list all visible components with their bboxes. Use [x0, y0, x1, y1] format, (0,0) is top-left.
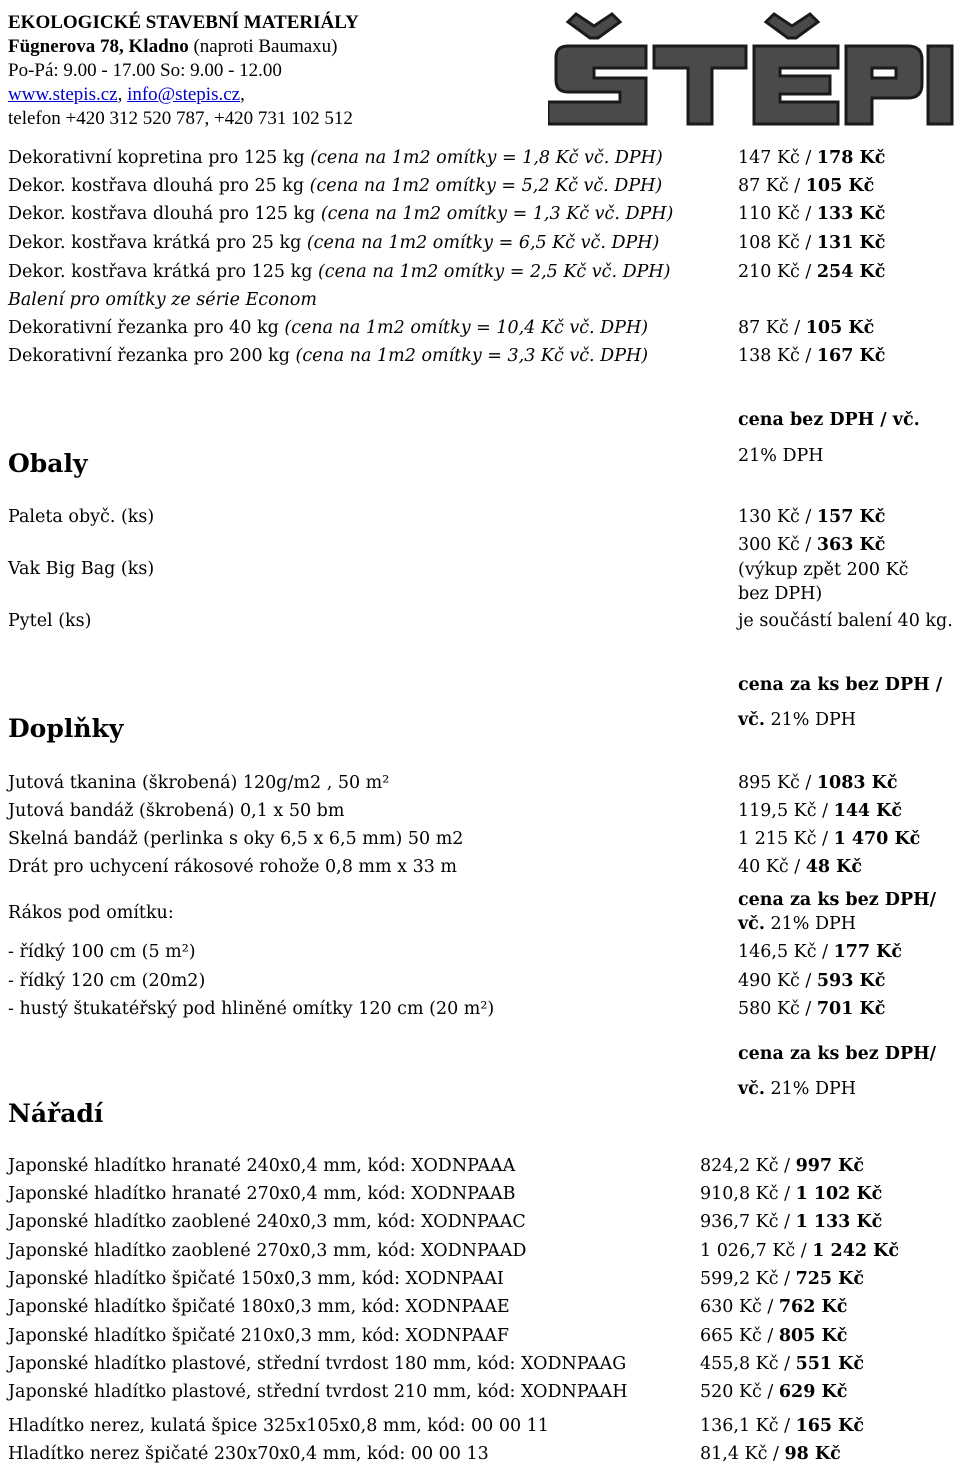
vat-rest: 21% DPH	[764, 914, 857, 934]
price-gross: 1 102 Kč	[795, 1184, 883, 1204]
price-net: 455,8 Kč /	[700, 1354, 796, 1374]
price-net: 490 Kč /	[738, 971, 817, 991]
price-gross: 133 Kč	[816, 204, 886, 224]
column-header-vat: 21% DPH	[738, 446, 824, 466]
price-gross: 167 Kč	[816, 346, 886, 366]
price-net: 895 Kč /	[738, 773, 817, 793]
price-gross: 105 Kč	[805, 318, 875, 338]
list-item	[8, 178, 662, 196]
link-tail: ,	[240, 84, 245, 105]
list-item: Drát pro uchycení rákosové rohože 0,8 mm x 33 m	[8, 857, 458, 877]
section-title-naradi: Nářadí	[8, 1099, 104, 1128]
price-net: 108 Kč /	[738, 233, 817, 253]
item-name: Dekor. kostřava dlouhá pro 125 kg	[8, 204, 321, 224]
price-net: 87 Kč /	[738, 318, 806, 338]
item-price	[738, 206, 885, 224]
price-net: 580 Kč /	[738, 999, 817, 1019]
item-price	[738, 775, 898, 793]
column-header: cena bez DPH / vč.	[738, 410, 920, 430]
price-net: 936,7 Kč /	[700, 1212, 796, 1232]
list-item: Hladítko nerez špičaté 230x70x0,4 mm, kód: 00 00 13	[8, 1444, 489, 1464]
item-price	[738, 831, 920, 849]
list-item	[8, 206, 673, 224]
opening-hours: Po-Pá: 9.00 - 17.00 So: 9.00 - 12.00	[8, 60, 282, 81]
price-net: 40 Kč /	[738, 857, 806, 877]
item-price	[738, 537, 885, 555]
list-item: Vak Big Bag (ks)	[8, 559, 155, 579]
list-item	[8, 264, 671, 282]
list-item: - řídký 120 cm (20m2)	[8, 971, 206, 991]
price-net: 1 026,7 Kč /	[700, 1241, 813, 1261]
item-price	[738, 264, 885, 282]
price-gross: 48 Kč	[805, 857, 863, 877]
item-note: (cena na 1m2 omítky = 2,5 Kč vč. DPH)	[317, 262, 671, 282]
address-note: (naproti Baumaxu)	[188, 36, 338, 57]
price-gross: 593 Kč	[816, 971, 886, 991]
price-gross: 725 Kč	[795, 1269, 865, 1289]
list-item: Japonské hladítko plastové, střední tvrdost 180 mm, kód: XODNPAAG	[8, 1354, 627, 1374]
price-gross: 165 Kč	[795, 1416, 865, 1436]
item-price	[700, 1418, 864, 1436]
price-gross: 178 Kč	[816, 148, 886, 168]
list-item: Jutová tkanina (škrobená) 120g/m2 , 50 m²	[8, 773, 390, 793]
item-note: (cena na 1m2 omítky = 1,3 Kč vč. DPH)	[320, 204, 674, 224]
item-price	[700, 1243, 899, 1261]
list-item: Hladítko nerez, kulatá špice 325x105x0,8 mm, kód: 00 00 11	[8, 1416, 549, 1436]
price-net: 110 Kč /	[738, 204, 817, 224]
price-gross: 254 Kč	[816, 262, 886, 282]
item-name: Dekorativní řezanka pro 40 kg	[8, 318, 285, 338]
section-title-doplnky: Doplňky	[8, 714, 124, 743]
item-name: Dekorativní kopretina pro 125 kg	[8, 148, 311, 168]
item-price	[700, 1214, 882, 1232]
price-gross: 1 470 Kč	[833, 829, 921, 849]
address-street: Fügnerova 78, Kladno	[8, 36, 189, 57]
item-name: Dekorativní řezanka pro 200 kg	[8, 346, 296, 366]
item-price	[700, 1356, 864, 1374]
email-link[interactable]: info@stepis.cz	[127, 84, 241, 105]
item-note: (cena na 1m2 omítky = 10,4 Kč vč. DPH)	[284, 318, 649, 338]
website-link[interactable]: www.stepis.cz	[8, 84, 118, 105]
item-price	[738, 803, 902, 821]
item-price	[738, 859, 862, 877]
list-item: Jutová bandáž (škrobená) 0,1 x 50 bm	[8, 801, 345, 821]
price-gross: 1 242 Kč	[812, 1241, 900, 1261]
econom-subheading	[8, 292, 317, 310]
contact-links	[8, 85, 245, 104]
price-net: 824,2 Kč /	[700, 1156, 796, 1176]
item-note: (cena na 1m2 omítky = 6,5 Kč vč. DPH)	[306, 233, 660, 253]
price-net: 599,2 Kč /	[700, 1269, 796, 1289]
item-price: je součástí balení 40 kg.	[738, 611, 953, 631]
company-name: EKOLOGICKÉ STAVEBNÍ MATERIÁLY	[8, 12, 359, 33]
item-price	[738, 1001, 885, 1019]
price-net: 910,8 Kč /	[700, 1184, 796, 1204]
vat-rest: 21% DPH	[764, 710, 857, 730]
item-name: Dekor. kostřava krátká pro 125 kg	[8, 262, 318, 282]
item-note: (cena na 1m2 omítky = 5,2 Kč vč. DPH)	[309, 176, 663, 196]
price-gross: 629 Kč	[778, 1382, 848, 1402]
list-item: Japonské hladítko hranaté 270x0,4 mm, kód: XODNPAAB	[8, 1184, 516, 1204]
vat-prefix: vč.	[738, 710, 765, 730]
column-header-vat	[738, 712, 856, 730]
price-net: 130 Kč /	[738, 507, 817, 527]
column-header: cena za ks bez DPH /	[738, 675, 943, 695]
item-price	[700, 1328, 847, 1346]
price-gross: 144 Kč	[833, 801, 903, 821]
subheading-text: Balení pro omítky ze série Econom	[8, 290, 318, 310]
price-net: 136,1 Kč /	[700, 1416, 796, 1436]
price-gross: 105 Kč	[805, 176, 875, 196]
list-item	[8, 348, 648, 366]
item-price	[700, 1446, 841, 1464]
item-price	[738, 973, 885, 991]
price-net: 665 Kč /	[700, 1326, 779, 1346]
price-gross: 551 Kč	[795, 1354, 865, 1374]
list-item: - hustý štukatéřský pod hliněné omítky 120 cm (20 m²)	[8, 999, 495, 1019]
price-net: 630 Kč /	[700, 1297, 779, 1317]
item-price	[700, 1158, 864, 1176]
item-price	[738, 944, 902, 962]
item-name: Dekor. kostřava dlouhá pro 25 kg	[8, 176, 310, 196]
list-item: Japonské hladítko špičaté 210x0,3 mm, kód: XODNPAAF	[8, 1326, 509, 1346]
list-item	[8, 320, 648, 338]
price-note: bez DPH)	[738, 584, 823, 604]
address	[8, 37, 338, 56]
column-header: cena za ks bez DPH/	[738, 1044, 937, 1064]
section-title-obaly: Obaly	[8, 449, 88, 478]
item-price	[738, 150, 885, 168]
item-note: (cena na 1m2 omítky = 3,3 Kč vč. DPH)	[295, 346, 649, 366]
price-net: 138 Kč /	[738, 346, 817, 366]
item-price	[700, 1186, 882, 1204]
price-net: 146,5 Kč /	[738, 942, 834, 962]
vat-rest: 21% DPH	[764, 1079, 857, 1099]
vat-prefix: vč.	[738, 1079, 765, 1099]
rakos-label: Rákos pod omítku:	[8, 903, 174, 923]
list-item: Japonské hladítko zaoblené 240x0,3 mm, kód: XODNPAAC	[8, 1212, 526, 1232]
item-price	[738, 509, 885, 527]
price-gross: 1083 Kč	[816, 773, 898, 793]
item-price	[738, 348, 885, 366]
price-net: 147 Kč /	[738, 148, 817, 168]
item-name: Dekor. kostřava krátká pro 25 kg	[8, 233, 307, 253]
column-header: cena za ks bez DPH/	[738, 890, 937, 910]
price-gross: 805 Kč	[778, 1326, 848, 1346]
item-price	[700, 1299, 847, 1317]
price-note: (výkup zpět 200 Kč	[738, 560, 909, 580]
vat-prefix: vč.	[738, 914, 765, 934]
price-gross: 1 133 Kč	[795, 1212, 883, 1232]
column-header-vat	[738, 1081, 856, 1099]
list-item: Japonské hladítko plastové, střední tvrdost 210 mm, kód: XODNPAAH	[8, 1382, 628, 1402]
list-item: Japonské hladítko špičaté 180x0,3 mm, kód: XODNPAAE	[8, 1297, 510, 1317]
price-net: 520 Kč /	[700, 1382, 779, 1402]
price-net: 300 Kč /	[738, 535, 817, 555]
price-gross: 131 Kč	[816, 233, 886, 253]
list-item	[8, 235, 659, 253]
item-price	[700, 1384, 847, 1402]
list-item: Japonské hladítko špičaté 150x0,3 mm, kód: XODNPAAI	[8, 1269, 504, 1289]
link-separator: ,	[117, 84, 128, 105]
price-net: 1 215 Kč /	[738, 829, 834, 849]
price-gross: 157 Kč	[816, 507, 886, 527]
item-price	[738, 235, 885, 253]
price-net: 87 Kč /	[738, 176, 806, 196]
item-price	[738, 320, 874, 338]
list-item: Japonské hladítko zaoblené 270x0,3 mm, kód: XODNPAAD	[8, 1241, 527, 1261]
phone: telefon +420 312 520 787, +420 731 102 512	[8, 108, 353, 129]
list-item: Skelná bandáž (perlinka s oky 6,5 x 6,5 mm) 50 m2	[8, 829, 464, 849]
list-item	[8, 150, 663, 168]
price-net: 81,4 Kč /	[700, 1444, 785, 1464]
item-price	[738, 178, 874, 196]
price-gross: 363 Kč	[816, 535, 886, 555]
price-gross: 98 Kč	[784, 1444, 841, 1464]
item-note: (cena na 1m2 omítky = 1,8 Kč vč. DPH)	[310, 148, 663, 168]
list-item: Paleta obyč. (ks)	[8, 507, 155, 527]
list-item: Pytel (ks)	[8, 611, 92, 631]
stepis-logo	[548, 6, 960, 128]
price-gross: 762 Kč	[778, 1297, 848, 1317]
list-item: - řídký 100 cm (5 m²)	[8, 942, 196, 962]
price-net: 119,5 Kč /	[738, 801, 834, 821]
price-gross: 177 Kč	[833, 942, 903, 962]
price-net: 210 Kč /	[738, 262, 817, 282]
price-gross: 997 Kč	[795, 1156, 865, 1176]
list-item: Japonské hladítko hranaté 240x0,4 mm, kód: XODNPAAA	[8, 1156, 516, 1176]
item-price	[700, 1271, 864, 1289]
column-header-vat	[738, 916, 856, 934]
price-gross: 701 Kč	[816, 999, 886, 1019]
